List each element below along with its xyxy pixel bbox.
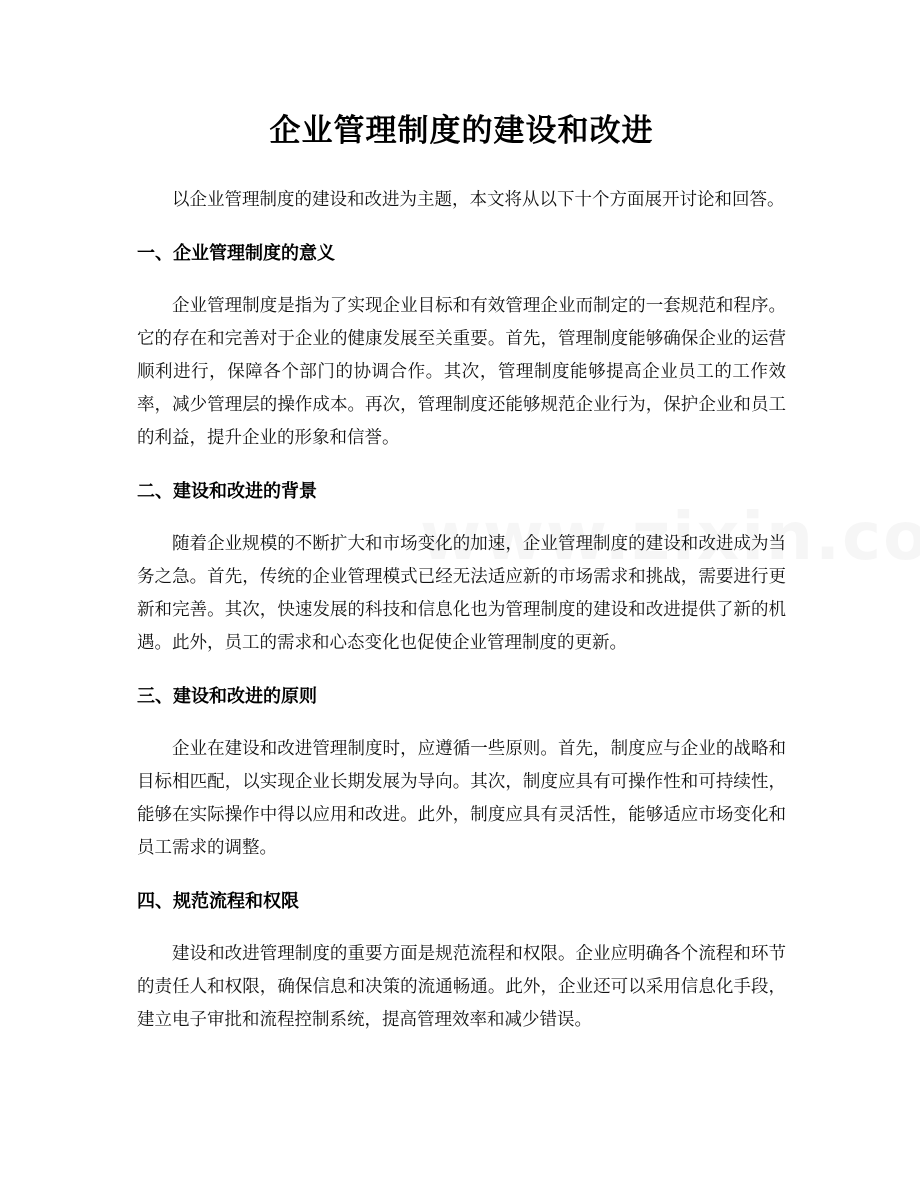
section-3 [137, 682, 786, 865]
section-heading: 四、规范流程和权限 [137, 891, 299, 912]
intro-paragraph: 以企业管理制度的建设和改进为主题，本文将从以下十个方面展开讨论和回答。 [172, 190, 785, 210]
section-heading: 二、建设和改进的背景 [137, 481, 317, 502]
section-heading: 一、企业管理制度的意义 [137, 243, 335, 264]
section-4 [137, 887, 786, 1037]
section-1 [137, 239, 786, 455]
section-2 [137, 477, 786, 660]
section-body: 建设和改进管理制度的重要方面是规范流程和权限。企业应明确各个流程和环节的责任人和权限，确保信息和决策的流通畅通。此外，企业还可以采用信息化手段，建立电子审批和流程控制系统，提高管理效率和减少错误。 [137, 944, 786, 1030]
section-body: 随着企业规模的不断扩大和市场变化的加速，企业管理制度的建设和改进成为当务之急。首先，传统的企业管理模式已经无法适应新的市场需求和挑战，需要进行更新和完善。其次，快速发展的科技和信息化也为管理制度的建设和改进提供了新的机遇。此外，员工的需求和心态变化也促使企业管理制度的更新。 [137, 534, 786, 653]
section-body: 企业管理制度是指为了实现企业目标和有效管理企业而制定的一套规范和程序。它的存在和完善对于企业的健康发展至关重要。首先，管理制度能够确保企业的运营顺利进行，保障各个部门的协调合作。其次，管理制度能够提高企业员工的工作效率，减少管理层的操作成本。再次，管理制度还能够规范企业行为，保护企业和员工的利益，提升企业的形象和信誉。 [137, 296, 786, 448]
document-title: 企业管理制度的建设和改进 [269, 113, 654, 149]
section-body: 企业在建设和改进管理制度时，应遵循一些原则。首先，制度应与企业的战略和目标相匹配，以实现企业长期发展为导向。其次，制度应具有可操作性和可持续性，能够在实际操作中得以应用和改进。此外，制度应具有灵活性，能够适应市场变化和员工需求的调整。 [137, 739, 786, 858]
section-heading: 三、建设和改进的原则 [137, 686, 317, 707]
